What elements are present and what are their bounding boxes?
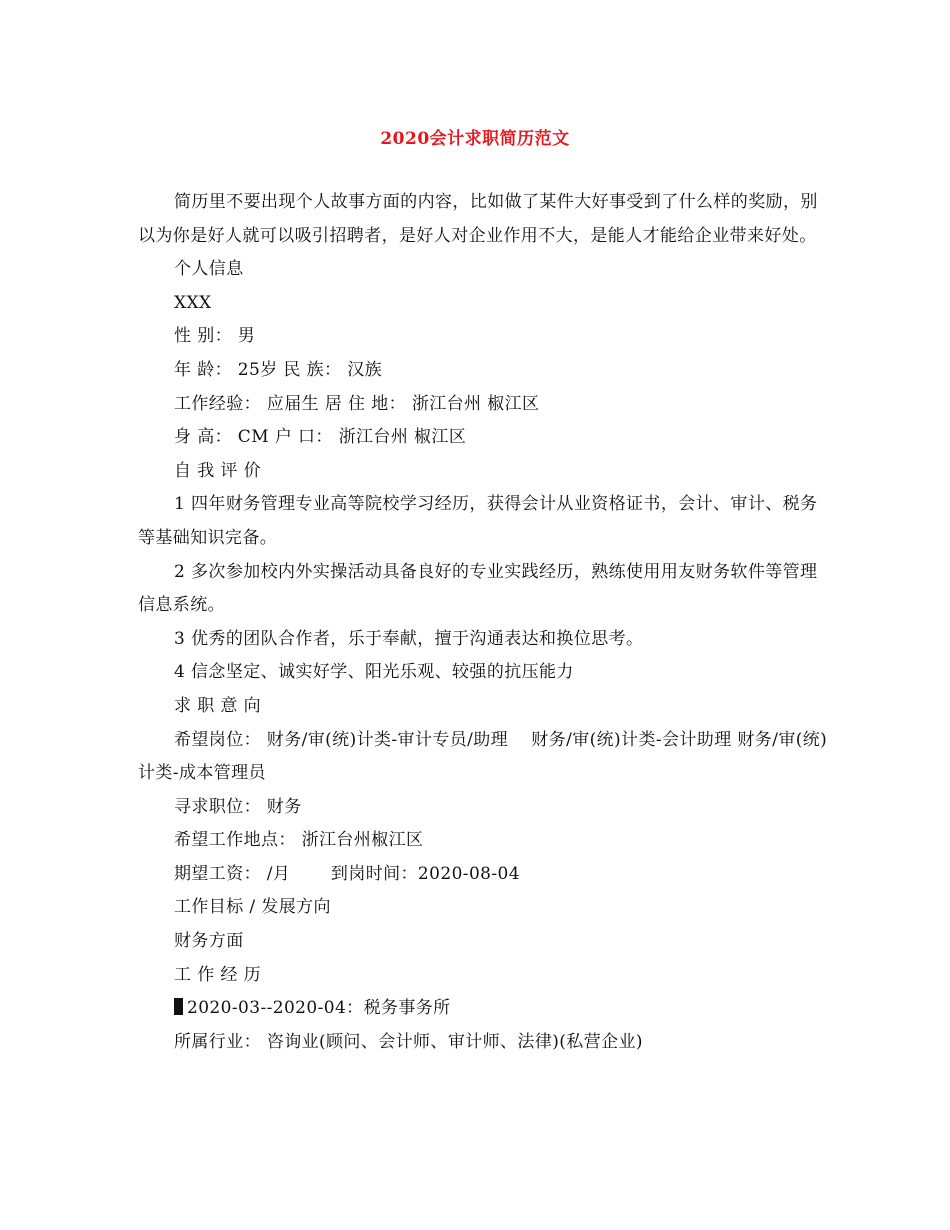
desired-location: 希望工作地点： 浙江台州椒江区	[174, 830, 424, 851]
intro-paragraph: 简历里不要出现个人故事方面的内容，比如做了某件大好事受到了什么样的奖励，别以为你是好人就可以吸引招聘者，是好人对企业作用不大，是能人才能给企业带来好处。	[138, 192, 818, 246]
document-body	[138, 186, 828, 1059]
height-hukou-line: 身 高： CM 户 口： 浙江台州 椒江区	[174, 427, 467, 448]
work-goal-value: 财务方面	[174, 931, 244, 952]
work-entry-text: 2020-03--2020-04：税务事务所	[187, 998, 451, 1019]
evaluation-item-4: 4 信念坚定、诚实好学、阳光乐观、较强的抗压能力	[174, 662, 574, 683]
evaluation-item-2: 2 多次参加校内外实操活动具备良好的专业实践经历，熟练使用用友财务软件等管理信息系统。	[138, 561, 818, 616]
self-evaluation-heading: 自 我 评 价	[174, 460, 262, 481]
work-history-heading: 工 作 经 历	[174, 964, 262, 985]
seeking-position: 寻求职位： 财务	[174, 796, 302, 817]
desired-positions: 希望岗位： 财务/审(统)计类-审计专员/助理 财务/审(统)计类-会计助理 财务/审(统)计类-成本管理员	[138, 729, 828, 784]
work-entry	[138, 992, 828, 1026]
work-goal-heading: 工作目标 / 发展方向	[174, 897, 331, 918]
bullet-bar-icon	[174, 998, 183, 1015]
industry-line: 所属行业： 咨询业(顾问、会计师、审计师、法律)(私营企业)	[174, 1031, 643, 1052]
salary-start-date: 期望工资： /月 到岗时间：2020-08-04	[174, 863, 520, 884]
gender-line: 性 别： 男	[174, 326, 256, 347]
job-intent-heading: 求 职 意 向	[174, 695, 262, 716]
age-ethnicity-line: 年 龄： 25岁 民 族： 汉族	[174, 359, 383, 380]
evaluation-item-3: 3 优秀的团队合作者，乐于奉献，擅于沟通表达和换位思考。	[174, 628, 644, 649]
document-title: 2020会计求职简历范文	[380, 129, 570, 149]
personal-info-heading: 个人信息	[174, 259, 244, 280]
evaluation-item-1: 1 四年财务管理专业高等院校学习经历，获得会计从业资格证书，会计、审计、税务等基础知识完备。	[138, 494, 818, 548]
name-line: XXX	[174, 292, 212, 313]
experience-residence-line: 工作经验： 应届生 居 住 地： 浙江台州 椒江区	[174, 393, 540, 414]
